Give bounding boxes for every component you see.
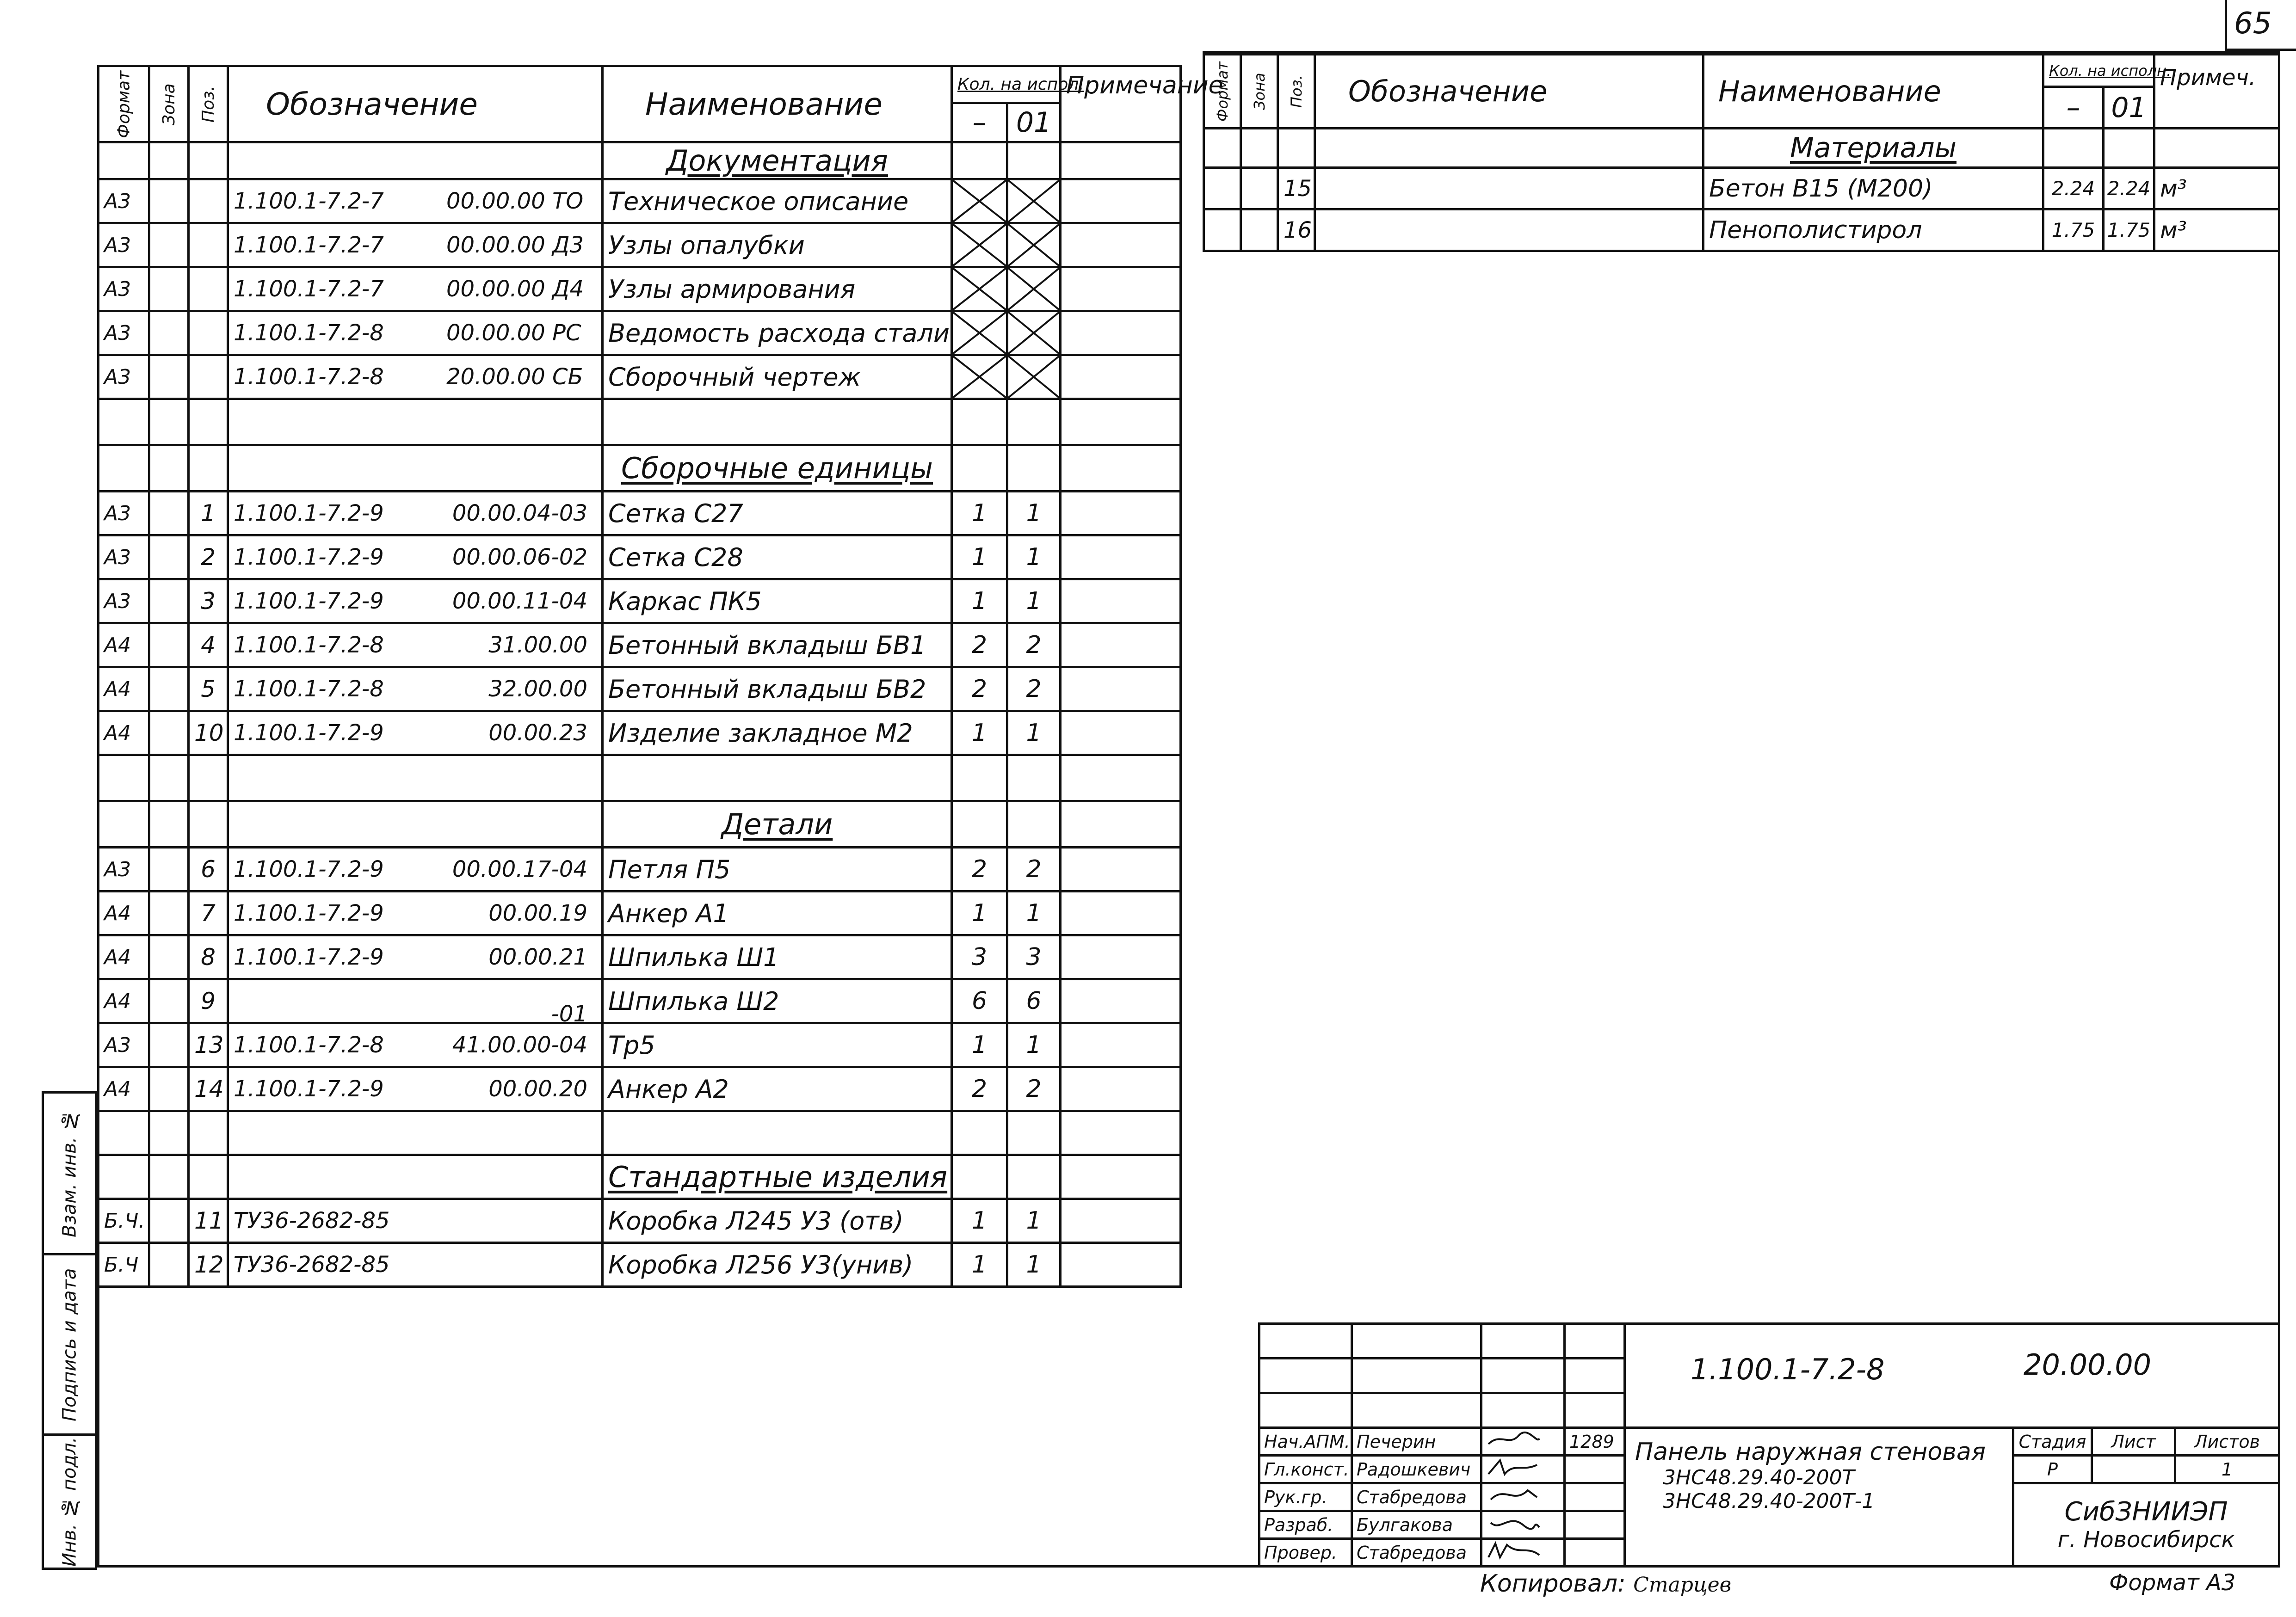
- tb-role-3: Разраб.: [1259, 1511, 1352, 1539]
- row-designation-code: 00.00.04-03: [452, 500, 587, 526]
- row-note: [1061, 179, 1181, 223]
- row-format: А3: [99, 1023, 149, 1067]
- row-pos: 16: [1278, 209, 1315, 251]
- qty-crossed-icon: [1007, 311, 1061, 355]
- material-row: [1204, 209, 2279, 251]
- row-name: Петля П5: [603, 848, 952, 892]
- row-zone: [149, 935, 189, 979]
- row-pos: [189, 311, 228, 355]
- row-designation: [228, 1199, 603, 1243]
- detail-row: [99, 935, 1181, 979]
- row-designation-base: ТУ36-2682-85: [234, 1252, 390, 1278]
- row-designation-base: ТУ36-2682-85: [234, 1208, 390, 1234]
- row-qty-dash: 2: [952, 667, 1007, 711]
- row-designation-base: 1.100.1-7.2-8: [234, 320, 384, 346]
- tb-sign-0: [1481, 1428, 1565, 1456]
- row-format: А3: [99, 311, 149, 355]
- row-qty-dash: 1: [952, 1023, 1007, 1067]
- row-zone: [149, 711, 189, 755]
- row-designation-code: 00.00.19: [488, 900, 587, 926]
- row-zone: [149, 223, 189, 267]
- tb-sign-1: [1481, 1456, 1565, 1483]
- row-format: [1204, 168, 1241, 209]
- row-designation-base: 1.100.1-7.2-9: [234, 500, 384, 526]
- row-format: А3: [99, 355, 149, 399]
- assembly-row: [99, 711, 1181, 755]
- row-zone: [149, 979, 189, 1023]
- tb-role-4: Провер.: [1259, 1539, 1352, 1567]
- qty-crossed-icon: [952, 179, 1007, 223]
- row-qty-dash: 2.24: [2043, 168, 2104, 209]
- row-name: Сетка С27: [603, 492, 952, 535]
- row-qty-01: 1: [1007, 579, 1061, 623]
- tb-sign-2: [1481, 1483, 1565, 1511]
- row-note: [1061, 623, 1181, 667]
- row-designation: [228, 711, 603, 755]
- tb-name-3: Булгакова: [1352, 1511, 1481, 1539]
- detail-row: [99, 1067, 1181, 1111]
- row-format: А3: [99, 267, 149, 311]
- qty-crossed-icon: [952, 311, 1007, 355]
- row-pos: 7: [189, 892, 228, 935]
- row-designation-code: 00.00.00 РС: [446, 320, 581, 346]
- row-designation: [228, 267, 603, 311]
- row-name: Сетка С28: [603, 535, 952, 579]
- row-note: [1061, 979, 1181, 1023]
- row-qty-01: 2: [1007, 623, 1061, 667]
- row-designation: [228, 1067, 603, 1111]
- qty-crossed-icon: [952, 223, 1007, 267]
- right-header-qty-group: Кол. на исполн.: [2043, 55, 2154, 87]
- doc-row: [99, 311, 1181, 355]
- detail-row: [99, 979, 1181, 1023]
- tb-doc-id-cell: [1625, 1324, 2279, 1428]
- qty-crossed-icon: [952, 267, 1007, 311]
- row-zone: [1241, 168, 1278, 209]
- row-qty-dash: 2: [952, 623, 1007, 667]
- section-documentation: Документация: [603, 142, 952, 179]
- row-qty-dash: 1.75: [2043, 209, 2104, 251]
- right-header-note: Примеч.: [2154, 55, 2279, 129]
- header-qty-group: Кол. на испол.: [952, 66, 1061, 103]
- standard-row: [99, 1199, 1181, 1243]
- right-header-qty-01: 01: [2104, 87, 2154, 129]
- row-qty-01: 1: [1007, 1243, 1061, 1287]
- row-qty-01: 1: [1007, 1199, 1061, 1243]
- row-name: Изделие закладное М2: [603, 711, 952, 755]
- row-zone: [149, 623, 189, 667]
- tb-name-2: Стабредова: [1352, 1483, 1481, 1511]
- row-name: Тр5: [603, 1023, 952, 1067]
- row-pos: 15: [1278, 168, 1315, 209]
- tb-id: 1289: [1565, 1428, 1625, 1456]
- row-format: А3: [99, 492, 149, 535]
- row-zone: [149, 892, 189, 935]
- row-note: [1061, 667, 1181, 711]
- row-designation-code: -01: [551, 1001, 587, 1027]
- row-designation-base: 1.100.1-7.2-8: [234, 676, 384, 702]
- tb-name-4: Стабредова: [1352, 1539, 1481, 1567]
- row-qty-01: 1: [1007, 492, 1061, 535]
- row-designation-base: 1.100.1-7.2-9: [234, 544, 384, 570]
- row-designation: [228, 1023, 603, 1067]
- row-designation: [228, 667, 603, 711]
- row-unit: м³: [2154, 209, 2279, 251]
- row-qty-dash: 1: [952, 711, 1007, 755]
- row-pos: [189, 223, 228, 267]
- row-unit: м³: [2154, 168, 2279, 209]
- row-qty-01: 1.75: [2104, 209, 2154, 251]
- row-pos: 1: [189, 492, 228, 535]
- tb-title-line3: 3НС48.29.40-200Т-1: [1663, 1489, 1875, 1513]
- row-designation-code: 31.00.00: [488, 632, 587, 658]
- row-designation-base: 1.100.1-7.2-9: [234, 588, 384, 614]
- row-designation-code: 00.00.00 ТО: [446, 188, 584, 214]
- doc-row: [99, 355, 1181, 399]
- row-format: А3: [99, 579, 149, 623]
- side-stamp-inv-orig: Инв. № подл.: [43, 1435, 96, 1569]
- row-qty-01: 2: [1007, 848, 1061, 892]
- row-designation-base: 1.100.1-7.2-8: [234, 1032, 384, 1058]
- detail-row: [99, 892, 1181, 935]
- row-zone: [1241, 209, 1278, 251]
- row-name: Сборочный чертеж: [603, 355, 952, 399]
- tb-doc-number: 1.100.1-7.2-8: [1691, 1353, 1885, 1386]
- row-pos: 13: [189, 1023, 228, 1067]
- header-format: Формат: [99, 66, 149, 142]
- row-designation: [228, 1243, 603, 1287]
- row-zone: [149, 1023, 189, 1067]
- section-details: Детали: [603, 801, 952, 848]
- row-qty-dash: 1: [952, 535, 1007, 579]
- row-zone: [149, 579, 189, 623]
- row-zone: [149, 179, 189, 223]
- row-name: Пенополистирол: [1703, 209, 2043, 251]
- right-header-designation: Обозначение: [1315, 55, 1703, 129]
- row-designation-code: 00.00.06-02: [452, 544, 587, 570]
- detail-row: [99, 1023, 1181, 1067]
- row-designation: [228, 179, 603, 223]
- tb-title-line2: 3НС48.29.40-200Т: [1663, 1466, 1855, 1489]
- sheet-number: 65: [2234, 6, 2272, 41]
- row-zone: [149, 848, 189, 892]
- row-zone: [149, 355, 189, 399]
- row-note: [1061, 311, 1181, 355]
- row-format: А4: [99, 711, 149, 755]
- row-designation: [228, 892, 603, 935]
- copied-by-label: Копировал:: [1480, 1570, 1626, 1598]
- row-note: [1061, 1199, 1181, 1243]
- row-designation: [1315, 209, 1703, 251]
- row-designation: [228, 492, 603, 535]
- tb-title-cell: [1625, 1428, 2013, 1567]
- row-pos: 10: [189, 711, 228, 755]
- row-qty-01: 1: [1007, 1023, 1061, 1067]
- row-pos: 4: [189, 623, 228, 667]
- row-format: А4: [99, 979, 149, 1023]
- row-qty-dash: 2: [952, 1067, 1007, 1111]
- row-name: Техническое описание: [603, 179, 952, 223]
- row-name: Узлы армирования: [603, 267, 952, 311]
- doc-row: [99, 223, 1181, 267]
- row-name: Узлы опалубки: [603, 223, 952, 267]
- header-designation: Обозначение: [228, 66, 603, 142]
- row-name: Ведомость расхода стали: [603, 311, 952, 355]
- side-stamp-sign-date: Подпись и дата: [43, 1254, 96, 1435]
- row-pos: 6: [189, 848, 228, 892]
- header-qty-01: 01: [1007, 103, 1061, 142]
- row-pos: 12: [189, 1243, 228, 1287]
- row-format: А4: [99, 935, 149, 979]
- row-note: [1061, 267, 1181, 311]
- row-pos: 11: [189, 1199, 228, 1243]
- row-note: [1061, 579, 1181, 623]
- row-zone: [149, 667, 189, 711]
- row-note: [1061, 711, 1181, 755]
- row-qty-01: 2: [1007, 1067, 1061, 1111]
- row-name: Бетон В15 (М200): [1703, 168, 2043, 209]
- tb-org-line1: СибЗНИИЭП: [2064, 1497, 2228, 1527]
- qty-crossed-icon: [1007, 267, 1061, 311]
- row-qty-01: 3: [1007, 935, 1061, 979]
- header-zone: Зона: [149, 66, 189, 142]
- qty-crossed-icon: [1007, 223, 1061, 267]
- tb-role-1: Гл.конст.: [1259, 1456, 1352, 1483]
- row-pos: 3: [189, 579, 228, 623]
- row-designation-code: 41.00.00-04: [452, 1032, 587, 1058]
- row-zone: [149, 1199, 189, 1243]
- row-qty-01: 6: [1007, 979, 1061, 1023]
- row-name: Коробка Л245 У3 (отв): [603, 1199, 952, 1243]
- standard-row: [99, 1243, 1181, 1287]
- header-note: Примечание: [1061, 66, 1181, 142]
- row-format: А3: [99, 223, 149, 267]
- row-designation-code: 00.00.23: [488, 720, 587, 746]
- row-designation: [228, 935, 603, 979]
- section-assemblies: Сборочные единицы: [603, 445, 952, 492]
- left-specification-table: [97, 65, 1223, 1288]
- row-designation-base: 1.100.1-7.2-8: [234, 632, 384, 658]
- tb-stage-value: Р: [2013, 1456, 2092, 1483]
- section-standard: Стандартные изделия: [603, 1155, 952, 1199]
- row-zone: [149, 492, 189, 535]
- assembly-row: [99, 623, 1181, 667]
- row-designation-code: 32.00.00: [488, 676, 587, 702]
- row-designation: [228, 535, 603, 579]
- doc-row: [99, 267, 1181, 311]
- right-header-name: Наименование: [1703, 55, 2043, 129]
- row-designation-base: 1.100.1-7.2-8: [234, 364, 384, 390]
- tb-sheet-label: Лист: [2092, 1428, 2175, 1456]
- row-zone: [149, 1067, 189, 1111]
- row-note: [1061, 848, 1181, 892]
- row-pos: 2: [189, 535, 228, 579]
- row-designation-code: 00.00.00 Д3: [446, 232, 584, 258]
- right-specification-table: [1203, 53, 2280, 252]
- qty-crossed-icon: [952, 355, 1007, 399]
- assembly-row: [99, 667, 1181, 711]
- row-qty-01: 1: [1007, 711, 1061, 755]
- row-note: [1061, 223, 1181, 267]
- row-designation-base: 1.100.1-7.2-9: [234, 1076, 384, 1102]
- row-designation-code: 20.00.00 СБ: [446, 364, 583, 390]
- row-format: [1204, 209, 1241, 251]
- row-format: А3: [99, 535, 149, 579]
- row-name: Бетонный вкладыш БВ2: [603, 667, 952, 711]
- row-designation-code: 00.00.21: [488, 944, 587, 970]
- row-format: А4: [99, 623, 149, 667]
- tb-org-line2: г. Новосибирск: [2057, 1527, 2235, 1553]
- assembly-row: [99, 579, 1181, 623]
- row-qty-01: 2: [1007, 667, 1061, 711]
- row-pos: [189, 267, 228, 311]
- header-qty-dash: –: [952, 103, 1007, 142]
- row-note: [1061, 355, 1181, 399]
- row-qty-dash: 1: [952, 579, 1007, 623]
- row-note: [1061, 1023, 1181, 1067]
- row-name: Каркас ПК5: [603, 579, 952, 623]
- copied-by: [1480, 1570, 1731, 1598]
- row-note: [1061, 1067, 1181, 1111]
- row-designation-base: 1.100.1-7.2-7: [234, 188, 384, 214]
- title-block: [1258, 1322, 2280, 1568]
- right-header-format: Формат: [1204, 55, 1241, 129]
- row-designation-base: 1.100.1-7.2-9: [234, 944, 384, 970]
- row-pos: 14: [189, 1067, 228, 1111]
- row-zone: [149, 535, 189, 579]
- row-format: А3: [99, 179, 149, 223]
- tb-sheets-value: 1: [2175, 1456, 2279, 1483]
- tb-role-2: Рук.гр.: [1259, 1483, 1352, 1511]
- tb-name-1: Радошкевич: [1352, 1456, 1481, 1483]
- row-designation: [228, 223, 603, 267]
- row-note: [1061, 935, 1181, 979]
- detail-row: [99, 848, 1181, 892]
- row-qty-dash: 1: [952, 1199, 1007, 1243]
- row-designation-base: 1.100.1-7.2-7: [234, 276, 384, 302]
- tb-title-line1: Панель наружная стеновая: [1635, 1438, 1986, 1466]
- tb-org-cell: [2013, 1483, 2279, 1567]
- row-name: Шпилька Ш1: [603, 935, 952, 979]
- row-qty-dash: 3: [952, 935, 1007, 979]
- row-note: [1061, 535, 1181, 579]
- tb-sheets-label: Листов: [2175, 1428, 2279, 1456]
- row-zone: [149, 1243, 189, 1287]
- row-zone: [149, 267, 189, 311]
- row-name: Анкер А2: [603, 1067, 952, 1111]
- row-name: Шпилька Ш2: [603, 979, 952, 1023]
- tb-stage-label: Стадия: [2013, 1428, 2092, 1456]
- copied-by-sign: Старцев: [1633, 1573, 1732, 1597]
- row-qty-dash: 1: [952, 492, 1007, 535]
- header-pos: Поз.: [189, 66, 228, 142]
- right-header-pos: Поз.: [1278, 55, 1315, 129]
- row-designation-base: 1.100.1-7.2-9: [234, 720, 384, 746]
- row-qty-dash: 1: [952, 1243, 1007, 1287]
- row-qty-dash: 1: [952, 892, 1007, 935]
- right-header-zone: Зона: [1241, 55, 1278, 129]
- row-name: Коробка Л256 У3(унив): [603, 1243, 952, 1287]
- row-name: Анкер А1: [603, 892, 952, 935]
- assembly-row: [99, 535, 1181, 579]
- row-designation-base: 1.100.1-7.2-9: [234, 900, 384, 926]
- row-zone: [149, 311, 189, 355]
- row-pos: 5: [189, 667, 228, 711]
- row-pos: 9: [189, 979, 228, 1023]
- side-stamp: [42, 1091, 97, 1570]
- row-designation-code: 00.00.20: [488, 1076, 587, 1102]
- row-qty-01: 1: [1007, 535, 1061, 579]
- row-pos: 8: [189, 935, 228, 979]
- right-header-qty-dash: –: [2043, 87, 2104, 129]
- row-designation: [1315, 168, 1703, 209]
- row-pos: [189, 179, 228, 223]
- qty-crossed-icon: [1007, 355, 1061, 399]
- tb-sign-4: [1481, 1539, 1565, 1567]
- header-name: Наименование: [603, 66, 952, 142]
- row-designation: [228, 311, 603, 355]
- row-designation: [228, 848, 603, 892]
- row-qty-dash: 2: [952, 848, 1007, 892]
- tb-role-0: Нач.АПМ.: [1259, 1428, 1352, 1456]
- row-designation-code: 00.00.11-04: [452, 588, 587, 614]
- row-format: А4: [99, 667, 149, 711]
- tb-sign-3: [1481, 1511, 1565, 1539]
- qty-crossed-icon: [1007, 179, 1061, 223]
- row-note: [1061, 1243, 1181, 1287]
- row-format: Б.Ч.: [99, 1199, 149, 1243]
- row-designation-base: 1.100.1-7.2-7: [234, 232, 384, 258]
- row-designation: [228, 579, 603, 623]
- row-pos: [189, 355, 228, 399]
- assembly-row: [99, 492, 1181, 535]
- row-designation-code: 00.00.00 Д4: [446, 276, 584, 302]
- row-designation-base: 1.100.1-7.2-9: [234, 856, 384, 882]
- side-stamp-swap-inv: Взам. инв. №: [43, 1093, 96, 1254]
- row-name: Бетонный вкладыш БВ1: [603, 623, 952, 667]
- row-designation-code: 00.00.17-04: [452, 856, 587, 882]
- row-qty-01: 1: [1007, 892, 1061, 935]
- material-row: [1204, 168, 2279, 209]
- row-designation: [228, 979, 603, 1027]
- format-note: Формат А3: [2109, 1570, 2236, 1596]
- tb-doc-code: 20.00.00: [2024, 1348, 2152, 1382]
- row-format: А4: [99, 892, 149, 935]
- row-format: А4: [99, 1067, 149, 1111]
- row-note: [1061, 892, 1181, 935]
- row-designation: [228, 623, 603, 667]
- row-note: [1061, 492, 1181, 535]
- row-format: А3: [99, 848, 149, 892]
- row-designation: [228, 355, 603, 399]
- row-qty-01: 2.24: [2104, 168, 2154, 209]
- row-format: Б.Ч: [99, 1243, 149, 1287]
- doc-row: [99, 179, 1181, 223]
- tb-name-0: Печерин: [1352, 1428, 1481, 1456]
- section-materials: Материалы: [1703, 129, 2043, 168]
- row-qty-dash: 6: [952, 979, 1007, 1023]
